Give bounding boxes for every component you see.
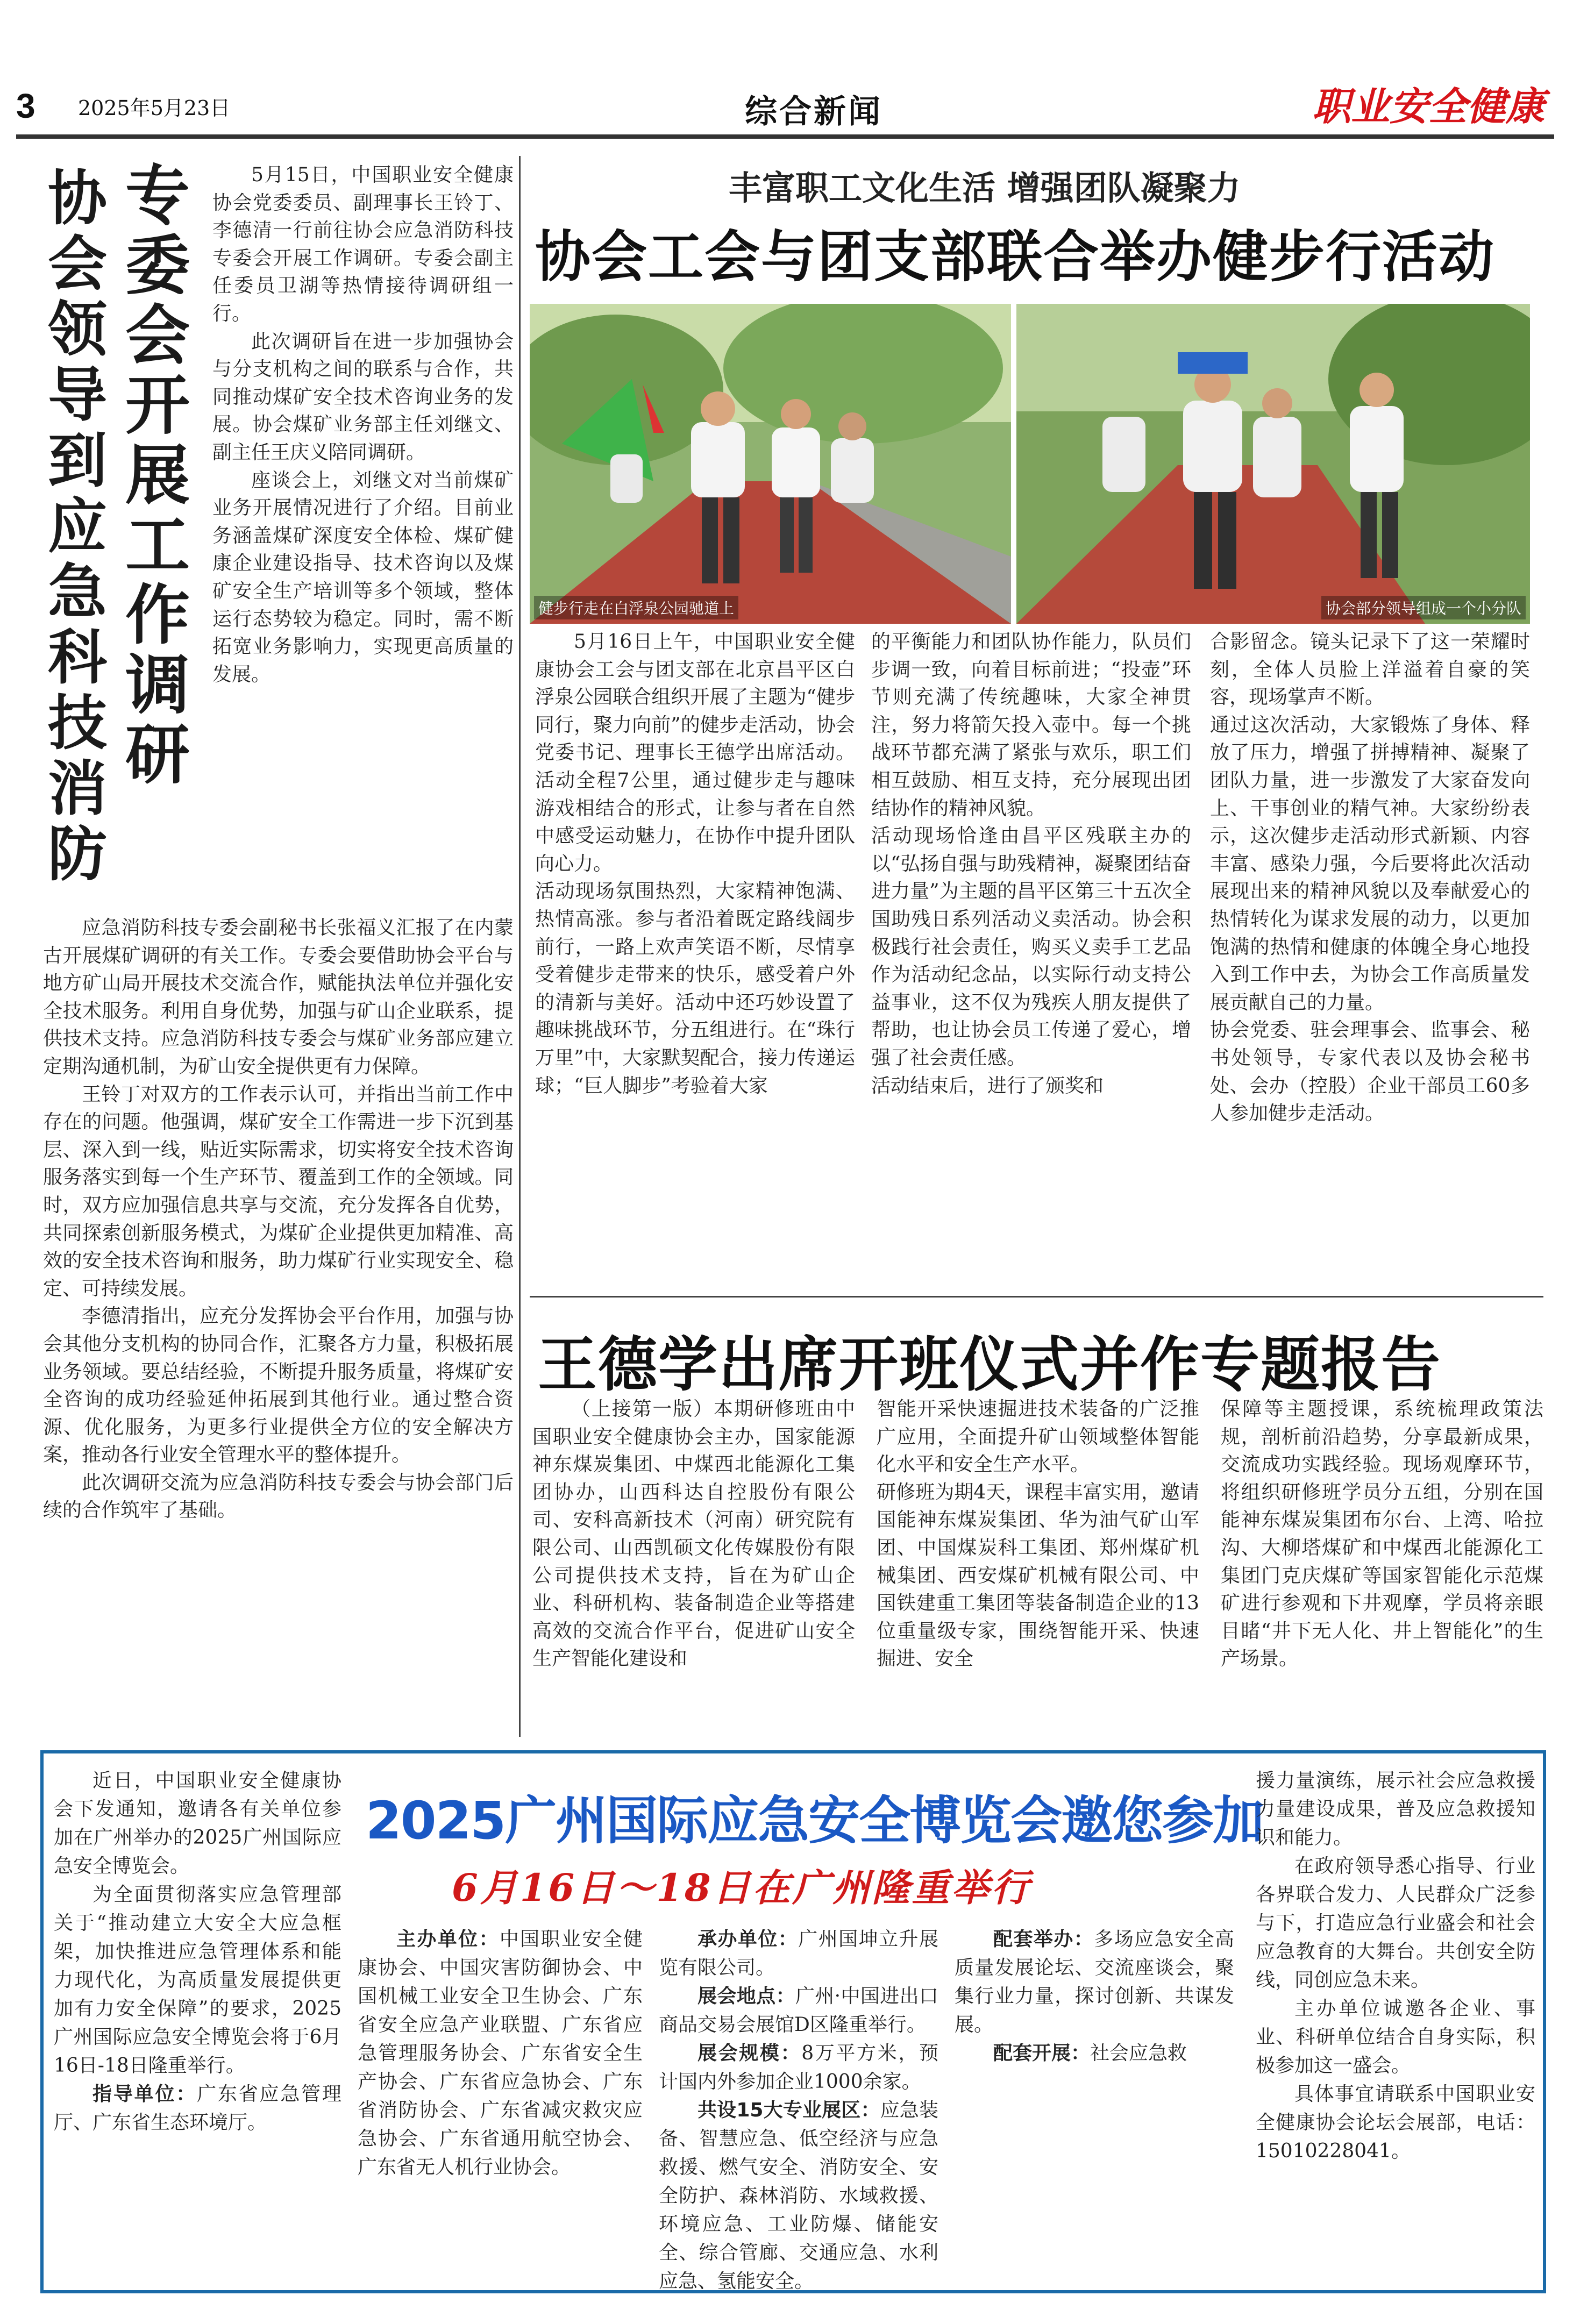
article1-para: 王铃丁对双方的工作表示认可，并指出当前工作中存在的问题。他强调，煤矿安全工作需进一步下沉到基层、深入到一线，贴近实际需求，切实将安全技术咨询服务落实到每一个生产环节、覆盖到工作的全领域。同时，双方应加强信息共享与交流，充分发挥各自优势，共同探索创新服务模式，为煤矿企业提供更加精准、高效的安全技术咨询和服务，助力煤矿行业实现安全、稳定、可持续发展。 [43, 1083, 514, 1300]
activities-label: 配套开展： [993, 2042, 1091, 2064]
expo-ad-column-5 [1256, 1766, 1535, 2165]
activities-text: 社会应急救 [1090, 2042, 1187, 2064]
organizer-text: 广州国坤立升展览有限公司。 [659, 1928, 938, 1979]
scale-text: 8万平方米，预计国内外参加企业1000余家。 [659, 2042, 938, 2093]
article2-column-3 [1210, 628, 1530, 1128]
article3-column-text: （上接第一版）本期研修班由中国职业安全健康协会主办，国家能源神东煤炭集团、中煤西北能源化工集团协办，山西科达自控股份有限公司、安科高新技术（河南）研究院有限公司、山西凯硕文化传媒股份有限公司提供技术支持，旨在为矿山企业、科研机构、装备制造企业等搭建高效的交流合作平台，促进矿山安全生产智能化建设和 [532, 1398, 855, 1670]
expo-ad-title: 2025广州国际应急安全博览会邀您参加 [366, 1791, 1264, 1851]
article3-column-3 [1221, 1395, 1543, 1673]
photo-leaders-team [1016, 304, 1530, 624]
photo-walking-group [530, 304, 1011, 624]
expo-ad-column-1 [54, 1766, 341, 2137]
issue-date: 2025年5月23日 [78, 96, 231, 120]
expo-ad-subtitle: 6月16日～18日在广州隆重举行 [452, 1865, 1031, 1910]
article-divider [530, 1296, 1543, 1298]
photo2-caption: 协会部分领导组成一个小分队 [1321, 596, 1526, 619]
article1-title-line1: 专委会开展工作调研 [115, 161, 189, 790]
venue-label: 展会地点： [697, 1985, 795, 2007]
expo-ad-column-3 [659, 1925, 938, 2296]
article1-para: 此次调研旨在进一步加强协会与分支机构之间的联系与合作，共同推动煤矿安全技术咨询业务的发展。协会煤矿业务部主任刘继文、副主任王庆义陪同调研。 [212, 330, 514, 464]
zones-label: 共设15大专业展区： [697, 2099, 880, 2121]
events-text: 多场应急安全高质量发展论坛、交流座谈会，聚集行业力量，探讨创新、共谋发展。 [955, 1928, 1234, 2036]
masthead-logo: 职业安全健康 [1312, 83, 1545, 129]
expo-ad-column-4 [955, 1925, 1234, 2068]
article3-column-2 [877, 1395, 1199, 1673]
article3-column-text: 智能开采快速掘进技术装备的广泛推广应用，全面提升矿山领域整体智能化水平和安全生产水平。 研修班为期4天，课程丰富实用，邀请国能神东煤炭集团、华为油气矿山军团、中国煤炭科工集团、郑州煤矿机械集团、西安煤矿机械有限公司、中国铁建重工集团等装备制造企业的13位重量级专家，围绕智能开采、快速掘进、安全 [877, 1398, 1199, 1670]
article3-title: 王德学出席开班仪式并作专题报告 [538, 1330, 1441, 1399]
article2-column-2 [871, 628, 1191, 1100]
section-title: 综合新闻 [745, 93, 882, 131]
host-label: 主办单位： [396, 1928, 500, 1950]
photo1-caption: 健步行走在白浮泉公园驰道上 [534, 596, 738, 619]
article2-column-text: 合影留念。镜头记录下了这一荣耀时刻，全体人员脸上洋溢着自豪的笑容，现场掌声不断。 通过这次活动，大家锻炼了身体、释放了压力，增强了拼搏精神、凝聚了团队力量，进一步激发了大家奋发向上、干事创业的精气神。大家纷纷表示，这次健步走活动形式新颖、内容丰富、感染力强，今后要将此次活动展现出来的精神风貌以及奉献爱心的热情转化为谋求发展的动力，以更加饱满的热情和健康的体魄全身心地投入到工作中去，为协会工作高质量发展贡献自己的力量。 协会党委、驻会理事会、监事会、秘书处领导，专家代表以及协会秘书处、会办（控股）企业干部员工60多人参加健步走活动。 [1210, 631, 1530, 1125]
article1-para: 李德清指出，应充分发挥协会平台作用，加强与协会其他分支机构的协同合作，汇聚各方力量，积极拓展业务领域。要总结经验，不断提升服务质量，将煤矿安全咨询的成功经验延伸拓展到其他行业。通过整合资源、优化服务，为更多行业提供全方位的安全解决方案，推动各行业安全管理水平的整体提升。 [43, 1305, 514, 1466]
article3-column-text: 保障等主题授课，系统梳理政策法规，剖析前沿趋势，分享最新成果，交流成功实践经验。现场观摩环节，将组织研修班学员分五组，分别在国能神东煤炭集团布尔台、上湾、哈拉沟、大柳塔煤矿和中煤西北能源化工集团门克庆煤矿等国家智能化示范煤矿进行参观和下井观摩，学员将亲眼目睹“井下无人化、井上智能化”的生产场景。 [1221, 1398, 1543, 1670]
header-rule [16, 134, 1554, 139]
organizer-label: 承办单位： [697, 1928, 799, 1950]
article2-title: 协会工会与团支部联合举办健步行活动 [535, 225, 1495, 289]
article2-column-1 [535, 628, 855, 1100]
article1-title-line2: 协会领导到应急科技消防 [38, 167, 107, 888]
article1-para: 应急消防科技专委会副秘书长张福义汇报了在内蒙古开展煤矿调研的有关工作。专委会要借助协会平台与地方矿山局开展技术交流合作，赋能执法单位并强化安全技术服务。利用自身优势，加强与矿山企业联系，提供技术支持。应急消防科技专委会与煤矿业务部应建立定期沟通机制，为矿山安全提供更有力保障。 [43, 917, 514, 1078]
expo-ad-para: 近日，中国职业安全健康协会下发通知，邀请各有关单位参加在广州举办的2025广州国际应急安全博览会。 [54, 1770, 341, 1877]
expo-ad-column-2 [358, 1925, 643, 2182]
guide-label: 指导单位： [92, 2083, 197, 2105]
events-label: 配套举办： [993, 1928, 1094, 1950]
article1-para: 5月15日，中国职业安全健康协会党委委员、副理事长王铃丁、李德清一行前往协会应急消防科技专委会开展工作调研。专委会副主任委员卫湖等热情接待调研组一行。 [212, 164, 514, 325]
article2-column-text: 的平衡能力和团队协作能力，队员们步调一致，向着目标前进；“投壶”环节则充满了传统趣味，大家全神贯注，努力将箭矢投入壶中。每一个挑战环节都充满了紧张与欢乐，职工们相互鼓励、相互支持，充分展现出团结协作的精神风貌。 活动现场恰逢由昌平区残联主办的以“弘扬自强与助残精神，凝聚团结奋进力量”为主题的昌平区第三十五次全国助残日系列活动义卖活动。协会积极践行社会责任，购买义卖手工艺品作为活动纪念品，以实际行动支持公益事业，这不仅为残疾人朋友提供了帮助，也让协会员工传递了爱心，增强了社会责任感。 活动结束后，进行了颁奖和 [871, 631, 1191, 1097]
article2-kicker: 丰富职工文化生活 增强团队凝聚力 [729, 168, 1241, 208]
venue-text: 广州·中国进出口商品交易会展馆D区隆重举行。 [659, 1985, 938, 2036]
zones-text: 应急装备、智慧应急、低空经济与应急救援、燃气安全、消防安全、安全防护、森林消防、水域救援、环境应急、工业防爆、储能安全、综合管廊、交通应急、水利应急、氢能安全。 [659, 2099, 938, 2292]
article1-para: 座谈会上，刘继文对当前煤矿业务开展情况进行了介绍。目前业务涵盖煤矿深度安全体检、煤矿健康企业建设指导、技术咨询以及煤矿安全生产培训等多个领域，整体运行态势较为稳定。同时，需不断拓宽业务影响力，实现更高质量的发展。 [212, 469, 514, 686]
article2-column-text: 5月16日上午，中国职业安全健康协会工会与团支部在北京昌平区白浮泉公园联合组织开展了主题为“健步同行，聚力向前”的健步走活动，协会党委书记、理事长王德学出席活动。活动全程7公里，通过健步走与趣味游戏相结合的形式，让参与者在自然中感受运动魅力，在协作中提升团队向心力。 活动现场氛围热烈，大家精神饱满、热情高涨。参与者沿着既定路线阔步前行，一路上欢声笑语不断，尽情享受着健步走带来的快乐，感受着户外的清新与美好。活动中还巧妙设置了趣味挑战环节，分五组进行。在“珠行万里”中，大家默契配合，接力传递运球；“巨人脚步”考验着大家 [535, 631, 855, 1097]
expo-ad-para: 为全面贯彻落实应急管理部关于“推动建立大安全大应急框架，加快推进应急管理体系和能力现代化，为高质量发展提供更加有力安全保障”的要求，2025广州国际应急安全博览会将于6月16日-18日隆重举行。 [54, 1884, 341, 2077]
expo-ad-para: 援力量演练，展示社会应急救援力量建设成果，普及应急救援知识和能力。 [1256, 1770, 1535, 1849]
expo-ad-para: 在政府领导悉心指导、行业各界联合发力、人民群众广泛参与下，打造应急行业盛会和社会应急教育的大舞台。共创安全防线，同创应急未来。 [1256, 1855, 1535, 1991]
article1-para: 此次调研交流为应急消防科技专委会与协会部门后续的合作筑牢了基础。 [43, 1471, 514, 1522]
expo-ad-para: 具体事宜请联系中国职业安全健康协会论坛会展部，电话：15010228041。 [1256, 2083, 1535, 2162]
article1-body-bottom [43, 914, 514, 1524]
expo-ad-para: 主办单位诚邀各企业、事业、科研单位结合自身实际，积极参加这一盛会。 [1256, 1998, 1535, 2077]
article3-column-1 [532, 1395, 855, 1673]
article1-body-top [212, 161, 514, 688]
host-text: 中国职业安全健康协会、中国灾害防御协会、中国机械工业安全卫生协会、广东省安全应急产业联盟、广东省应急管理服务协会、广东省安全生产协会、广东省应急协会、广东省消防协会、广东省减灾救灾应急协会、广东省通用航空协会、广东省无人机行业协会。 [358, 1928, 643, 2178]
page-number: 3 [16, 87, 35, 125]
scale-label: 展会规模： [697, 2042, 802, 2064]
column-divider [519, 156, 521, 1737]
guide-text: 广东省应急管理厅、广东省生态环境厅。 [54, 2083, 341, 2134]
